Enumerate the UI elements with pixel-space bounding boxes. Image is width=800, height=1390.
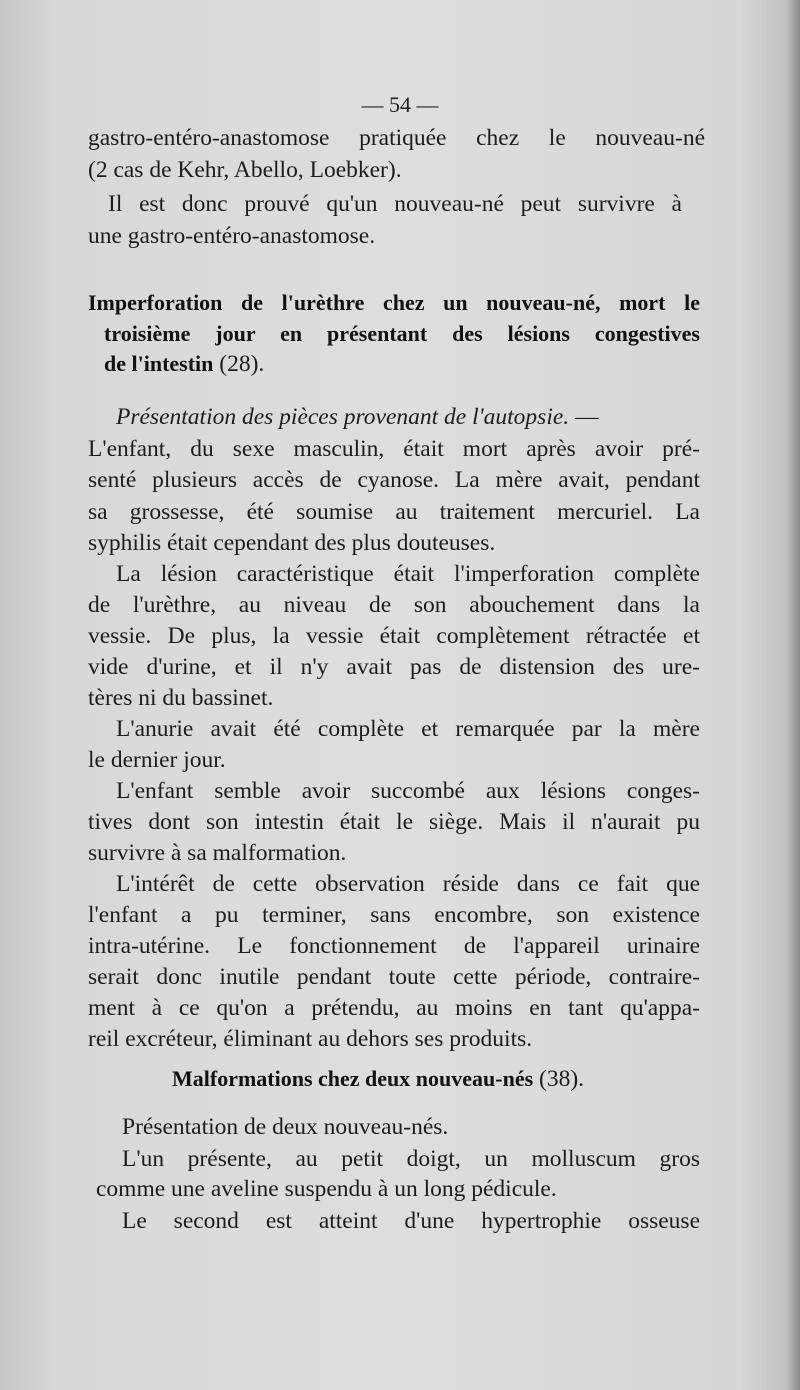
text-line: le dernier jour.	[88, 747, 226, 773]
text-line: comme une aveline suspendu à un long pédicule.	[96, 1176, 557, 1202]
section-heading-last-line	[104, 353, 264, 377]
text-line: intra-utérine. Le fonctionnement de l'appareil urinaire	[88, 933, 700, 959]
text-line: sa grossesse, été soumise au traitement mercuriel. La	[88, 499, 700, 525]
text-line: survivre à sa malformation.	[88, 840, 347, 866]
text-line: une gastro-entéro-anastomose.	[88, 223, 376, 249]
section-heading-text: de l'intestin	[104, 351, 214, 376]
text-line: l'enfant a pu terminer, sans encombre, son existence	[88, 902, 700, 928]
text-line: L'intérêt de cette observation réside dans ce fait que	[116, 871, 700, 897]
text-line: ment à ce qu'on a prétendu, au moins en tant qu'appa-	[88, 995, 700, 1021]
section-heading-line: troisième jour en présentant des lésions congestives	[104, 321, 700, 346]
text-line: vide d'urine, et il n'y avait pas de distension des ure-	[88, 654, 700, 680]
text-line: de l'urèthre, au niveau de son abouchement dans la	[88, 592, 700, 618]
text-line: reil excréteur, éliminant au dehors ses produits.	[88, 1026, 533, 1052]
text-line: L'anurie avait été complète et remarquée par la mère	[116, 716, 700, 742]
section-heading-line: Imperforation de l'urèthre chez un nouveau-né, mort le	[88, 290, 700, 315]
autopsy-intro-italic: Présentation des pièces provenant de l'autopsie.	[116, 404, 570, 430]
text-line: syphilis était cependant des plus douteuses.	[88, 530, 496, 556]
text-line: Présentation de deux nouveau-nés.	[122, 1114, 449, 1140]
text-line: tères ni du bassinet.	[88, 685, 274, 711]
text-line: L'enfant semble avoir succombé aux lésions conges-	[116, 778, 700, 804]
text-line: vessie. De plus, la vessie était complètement rétractée et	[88, 623, 700, 649]
section-heading-2	[172, 1068, 584, 1092]
text-line: Le second est atteint d'une hypertrophie osseuse	[122, 1208, 700, 1234]
text-line: Il est donc prouvé qu'un nouveau-né peut survivre à	[108, 191, 682, 217]
page-edge-shadow	[786, 0, 800, 1390]
text-line: senté plusieurs accès de cyanose. La mère avait, pendant	[88, 467, 700, 493]
page-number: — 54 —	[361, 92, 439, 117]
text-line: serait donc inutile pendant toute cette période, contraire-	[88, 964, 700, 990]
autopsy-intro-line	[116, 406, 599, 430]
section-heading-2-text: Malformations chez deux nouveau-nés	[172, 1066, 534, 1091]
section-reference: (28).	[219, 351, 265, 377]
text-line: gastro-entéro-anastomose pratiquée chez le nouveau-né	[88, 125, 705, 151]
intro-dash: —	[575, 404, 599, 430]
text-line: L'enfant, du sexe masculin, était mort après avoir pré-	[88, 436, 700, 462]
text-line: La lésion caractéristique était l'imperforation complète	[116, 561, 700, 587]
section-2-reference: (38).	[539, 1066, 585, 1092]
text-line: tives dont son intestin était le siège. Mais il n'aurait pu	[88, 809, 700, 835]
text-line: L'un présente, au petit doigt, un molluscum gros	[122, 1146, 700, 1172]
text-line: (2 cas de Kehr, Abello, Loebker).	[88, 157, 402, 183]
